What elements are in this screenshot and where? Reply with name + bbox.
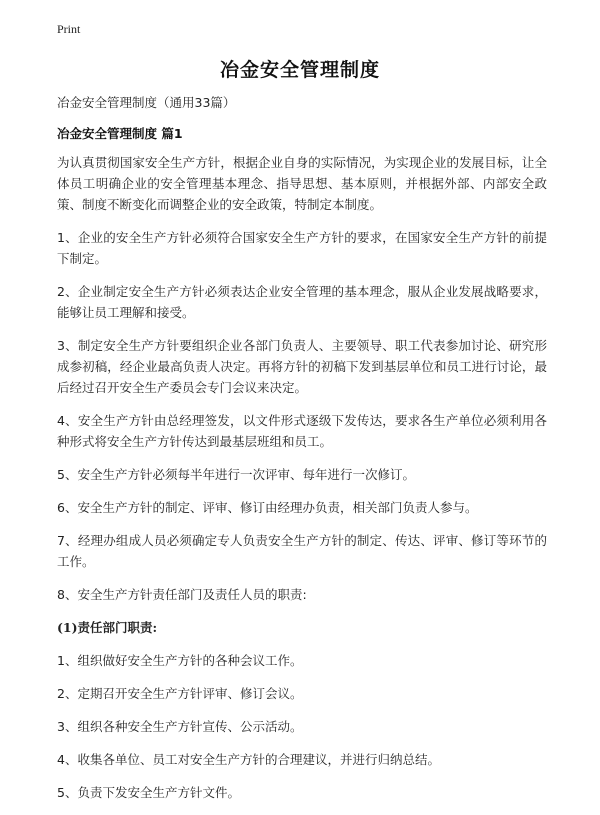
- document-body: [57, 152, 547, 815]
- paragraph-item-3: 3、制定安全生产方针要组织企业各部门负责人、主要领导、职工代表参加讨论、研究形成参初稿，经企业最高负责人决定。再将方针的初稿下发到基层单位和员工进行讨论，最后经过召开安全生产委员会专门会议来决定。: [57, 338, 547, 395]
- print-label: Print: [57, 22, 81, 36]
- section-heading: 冶金安全管理制度 篇1: [57, 126, 183, 141]
- paragraph-item-6: 6、安全生产方针的制定、评审、修订由经理办负责，相关部门负责人参与。: [57, 500, 478, 515]
- paragraph-item-4: 4、安全生产方针由总经理签发，以文件形式逐级下发传达，要求各生产单位必须利用各种形式将安全生产方针传达到最基层班组和员工。: [57, 413, 547, 449]
- paragraph-item-2: 2、企业制定安全生产方针必须表达企业安全管理的基本理念，服从企业发展战略要求，能够让员工理解和接受。: [57, 284, 547, 320]
- duty-item-4: 4、收集各单位、员工对安全生产方针的合理建议，并进行归纳总结。: [57, 752, 440, 767]
- paragraph-item-7: 7、经理办组成人员必须确定专人负责安全生产方针的制定、传达、评审、修订等环节的工作。: [57, 533, 547, 569]
- duty-item-5: 5、负责下发安全生产方针文件。: [57, 785, 240, 800]
- duty-item-2: 2、定期召开安全生产方针评审、修订会议。: [57, 686, 303, 701]
- paragraph-item-5: 5、安全生产方针必须每半年进行一次评审、每年进行一次修订。: [57, 467, 415, 482]
- paragraph-item-1: 1、企业的安全生产方针必须符合国家安全生产方针的要求，在国家安全生产方针的前提下制定。: [57, 230, 547, 266]
- subsection-heading: (1)责任部门职责:: [57, 620, 158, 635]
- page-title: 冶金安全管理制度: [219, 59, 380, 81]
- duty-item-3: 3、组织各种安全生产方针宣传、公示活动。: [57, 719, 303, 734]
- duty-item-1: 1、组织做好安全生产方针的各种会议工作。: [57, 653, 303, 668]
- paragraph-item-8: 8、安全生产方针责任部门及责任人员的职责:: [57, 587, 307, 602]
- intro-paragraph: 为认真贯彻国家安全生产方针，根据企业自身的实际情况，为实现企业的发展目标，让全体员工明确企业的安全管理基本理念、指导思想、基本原则，并根据外部、内部安全政策、制度不断变化而调整企业的安全政策，特制定本制度。: [57, 155, 547, 212]
- document-subtitle: 冶金安全管理制度（通用33篇）: [57, 95, 236, 110]
